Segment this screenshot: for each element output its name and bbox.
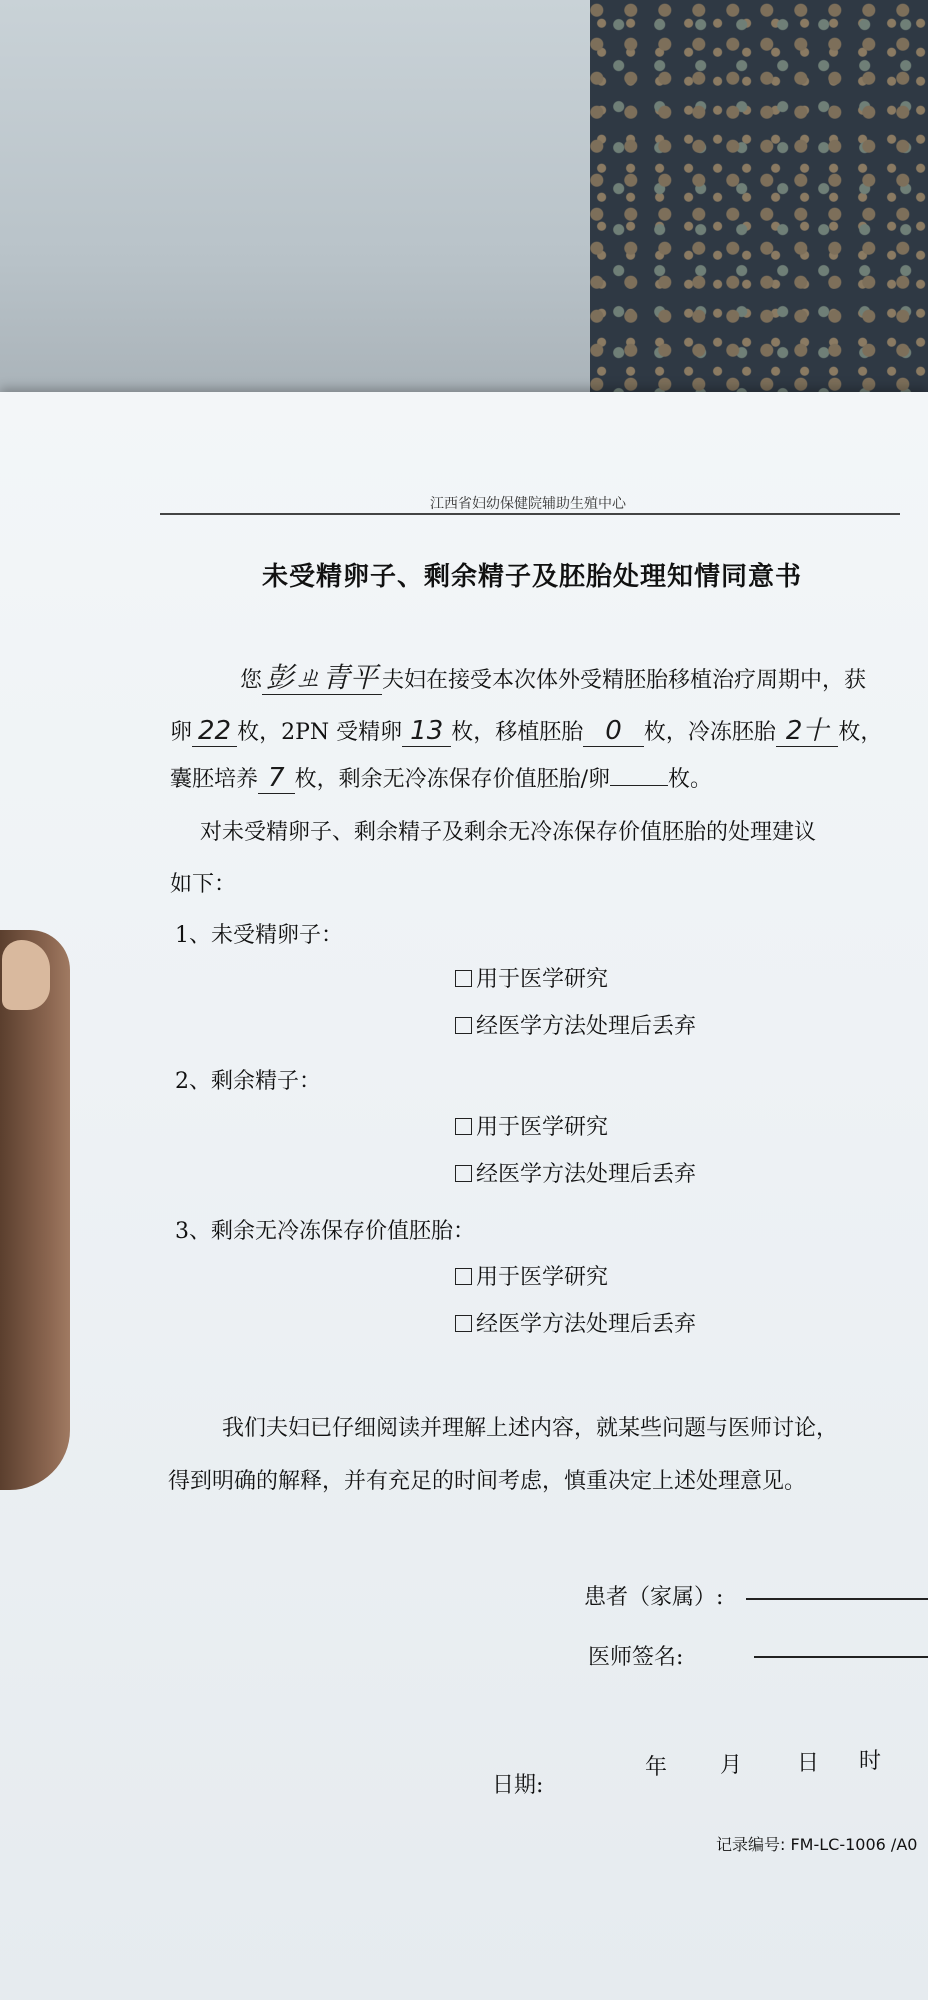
intro-line-1 bbox=[240, 656, 866, 696]
suggestion-line-2: 如下： bbox=[170, 872, 237, 897]
checkbox-discard-2[interactable] bbox=[455, 1165, 472, 1182]
date-month: 月 bbox=[720, 1753, 743, 1778]
header-rule bbox=[160, 513, 900, 515]
intro-remaining-label: 枚，剩余无冷冻保存价值胚胎/卵 bbox=[294, 767, 610, 792]
checkbox-discard-1[interactable] bbox=[455, 1017, 472, 1034]
date-day: 日 bbox=[797, 1751, 820, 1776]
doctor-signature-line[interactable] bbox=[754, 1656, 928, 1658]
intro-blastocyst-label: 囊胚培养 bbox=[170, 767, 259, 792]
intro-frozen-label: 枚，冷冻胚胎 bbox=[643, 720, 776, 745]
record-number: 记录编号: FM-LC-1006 /A0 bbox=[716, 1835, 918, 1854]
option-discard-1[interactable] bbox=[455, 1009, 696, 1040]
remaining-count-blank[interactable] bbox=[610, 767, 668, 786]
checkbox-research-3[interactable] bbox=[455, 1268, 472, 1285]
option-research-3[interactable] bbox=[455, 1260, 608, 1291]
institution-header: 江西省妇幼保健院辅助生殖中心 bbox=[430, 496, 626, 512]
fertilized-count-handwritten: 13 bbox=[402, 716, 451, 747]
thumb-nail bbox=[2, 940, 50, 1010]
intro-end: 枚。 bbox=[667, 767, 712, 792]
option-label: 用于医学研究 bbox=[476, 1265, 609, 1290]
option-label: 用于医学研究 bbox=[476, 967, 609, 992]
background-patterned-fabric bbox=[590, 0, 928, 430]
option-label: 经医学方法处理后丢弃 bbox=[476, 1162, 697, 1187]
intro-you: 您 bbox=[240, 668, 263, 693]
intro-line-2 bbox=[170, 710, 882, 747]
option-discard-2[interactable] bbox=[455, 1157, 696, 1188]
statement-line-2: 得到明确的解释，并有充足的时间考虑，慎重决定上述处理意见。 bbox=[168, 1469, 807, 1494]
intro-transfer-label: 枚，移植胚胎 bbox=[451, 720, 584, 745]
section-unfertilized-eggs-heading: 1、未受精卵子： bbox=[175, 923, 343, 948]
date-label: 日期: bbox=[492, 1773, 544, 1798]
background-clothing-left bbox=[0, 0, 600, 420]
patient-signature-line[interactable] bbox=[746, 1598, 928, 1600]
intro-line-3 bbox=[170, 762, 712, 793]
eggs-count-handwritten: 22 bbox=[192, 716, 237, 747]
checkbox-discard-3[interactable] bbox=[455, 1315, 472, 1332]
transfer-count-handwritten: 0 bbox=[583, 716, 644, 747]
option-label: 经医学方法处理后丢弃 bbox=[476, 1312, 697, 1337]
consent-form-sheet bbox=[0, 392, 928, 2000]
doctor-signature-label: 医师签名: bbox=[588, 1645, 684, 1670]
section-remaining-embryos-heading: 3、剩余无冷冻保存价值胚胎： bbox=[175, 1219, 475, 1244]
intro-2pn-label: 枚，2PN 受精卵 bbox=[237, 720, 403, 745]
section-remaining-sperm-heading: 2、剩余精子： bbox=[175, 1069, 321, 1094]
date-hour: 时 bbox=[859, 1749, 882, 1774]
option-label: 经医学方法处理后丢弃 bbox=[476, 1014, 697, 1039]
intro-egg-label: 卵 bbox=[170, 720, 193, 745]
option-label: 用于医学研究 bbox=[476, 1115, 609, 1140]
checkbox-research-2[interactable] bbox=[455, 1118, 472, 1135]
patient-name-handwritten: 彭ㄓ青平 bbox=[262, 661, 382, 695]
checkbox-research-1[interactable] bbox=[455, 970, 472, 987]
patient-signature-label: 患者（家属）: bbox=[584, 1585, 724, 1610]
intro-unit: 枚， bbox=[838, 720, 883, 745]
suggestion-line-1: 对未受精卵子、剩余精子及剩余无冷冻保存价值胚胎的处理建议 bbox=[200, 820, 817, 845]
option-research-1[interactable] bbox=[455, 962, 608, 993]
option-research-2[interactable] bbox=[455, 1110, 608, 1141]
statement-line-1: 我们夫妇已仔细阅读并理解上述内容，就某些问题与医师讨论， bbox=[222, 1416, 839, 1441]
frozen-count-handwritten: 2十 bbox=[776, 716, 839, 747]
holding-thumb bbox=[0, 930, 70, 1490]
intro-text-1: 夫妇在接受本次体外受精胚胎移植治疗周期中，获 bbox=[382, 668, 867, 693]
form-title: 未受精卵子、剩余精子及胚胎处理知情同意书 bbox=[262, 562, 803, 592]
date-year: 年 bbox=[645, 1755, 668, 1780]
option-discard-3[interactable] bbox=[455, 1307, 696, 1338]
blastocyst-count-handwritten: 7 bbox=[258, 763, 295, 794]
